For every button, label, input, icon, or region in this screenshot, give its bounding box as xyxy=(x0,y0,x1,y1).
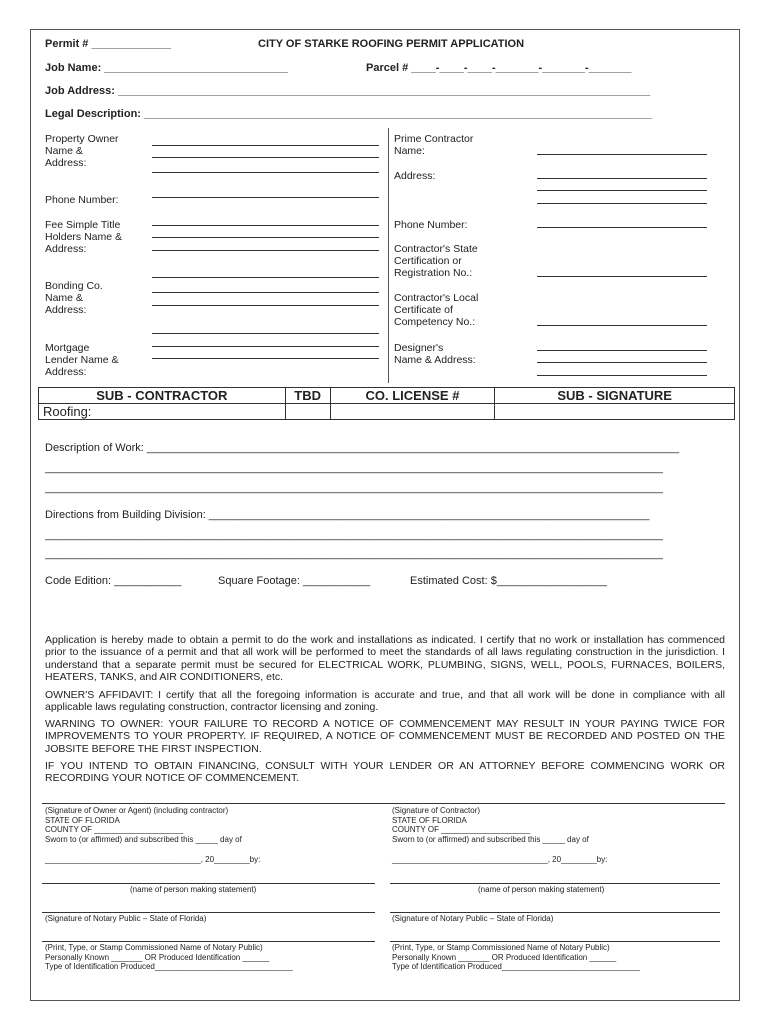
owner-address-line[interactable] xyxy=(152,157,379,158)
column-divider xyxy=(388,128,389,383)
owner-notary-line[interactable] xyxy=(42,912,375,913)
owner-print-line[interactable] xyxy=(42,941,375,942)
fee-simple-line[interactable] xyxy=(152,250,379,251)
license-cell[interactable] xyxy=(330,404,495,420)
fee-simple-line[interactable] xyxy=(152,237,379,238)
designer-label: Designer's Name & Address: xyxy=(394,342,476,366)
description-of-work-field[interactable]: Description of Work: _______________________________________________________________________________________ xyxy=(45,442,680,454)
job-address-field[interactable]: Job Address: _______________________________________________________________________________________ xyxy=(45,85,651,97)
owner-signature-block[interactable]: (Signature of Owner or Agent) (including contractor) STATE OF FLORIDA COUNTY OF ____________________ Sworn to (or affirmed) and subscribed this _____ day of xyxy=(45,806,242,844)
contractor-name-line[interactable] xyxy=(390,883,720,884)
contractor-name-label: (name of person making statement) xyxy=(478,885,605,894)
local-cert-line[interactable] xyxy=(537,325,707,326)
contractor-address-line[interactable] xyxy=(537,203,707,204)
directions-field[interactable]: Directions from Building Division: ________________________________________________________________________ xyxy=(45,509,650,521)
table-header: TBD xyxy=(285,388,330,404)
bonding-line[interactable] xyxy=(152,333,379,334)
prime-contractor-line[interactable] xyxy=(537,154,707,155)
code-edition-field[interactable]: Code Edition: ___________ xyxy=(45,575,182,587)
parcel-field[interactable]: Parcel # ____-____-____-_______-_______-_______ xyxy=(366,62,632,74)
owner-phone-label: Phone Number: xyxy=(45,194,119,206)
owner-phone-line[interactable] xyxy=(152,197,379,198)
signature-cell[interactable] xyxy=(495,404,735,420)
contractor-print-line[interactable] xyxy=(390,941,720,942)
local-cert-label: Contractor's Local Certificate of Competency No.: xyxy=(394,292,479,328)
contractor-notary-line[interactable] xyxy=(390,912,720,913)
description-line[interactable]: _____________________________________________________________________________________________________ xyxy=(45,462,663,474)
table-header: SUB - CONTRACTOR xyxy=(39,388,286,404)
contractor-address-line[interactable] xyxy=(537,190,707,191)
mortgage-label: Mortgage Lender Name & Address: xyxy=(45,342,119,378)
fee-simple-line[interactable] xyxy=(152,225,379,226)
directions-line[interactable]: _____________________________________________________________________________________________________ xyxy=(45,529,663,541)
estimated-cost-field[interactable]: Estimated Cost: $__________________ xyxy=(410,575,607,587)
mortgage-line[interactable] xyxy=(152,346,379,347)
designer-line[interactable] xyxy=(537,362,707,363)
contractor-phone-label: Phone Number: xyxy=(394,219,468,231)
application-statement: Application is hereby made to obtain a permit to do the work and installations as indicated. I certify that no work or installation has commenced prior to the issuance of a permit and that all work will be performed to meet the standards of all laws regulating construction in the jurisdiction. I understand that a separate permit must be secured for ELECTRICAL WORK, PLUMBING, SIGNS, WELL, POOLS, FURNACES, BOILERS, HEATERS, TANKS, and AIR CONDITIONERS, etc. xyxy=(45,634,725,684)
table-header: CO. LICENSE # xyxy=(330,388,495,404)
signature-divider xyxy=(42,803,725,804)
owner-name-line[interactable] xyxy=(42,883,375,884)
designer-line[interactable] xyxy=(537,375,707,376)
subcontractor-table xyxy=(38,387,735,420)
bonding-label: Bonding Co. Name & Address: xyxy=(45,280,103,316)
bonding-line[interactable] xyxy=(152,305,379,306)
description-line[interactable]: _____________________________________________________________________________________________________ xyxy=(45,482,663,494)
contractor-notary-label: (Signature of Notary Public – State of Florida) xyxy=(392,914,554,923)
prime-contractor-label: Prime Contractor Name: xyxy=(394,133,474,157)
financing-notice: IF YOU INTEND TO OBTAIN FINANCING, CONSULT WITH YOUR LENDER OR AN ATTORNEY BEFORE COMMENCING WORK OR RECORDING YOUR NOTICE OF COMMENCEMENT. xyxy=(45,760,725,785)
contractor-address-line[interactable] xyxy=(537,178,707,179)
contractor-notary-block[interactable]: (Print, Type, or Stamp Commissioned Name of Notary Public) Personally Known _______ OR Produced Identification ______ Type of Identification Produced_______________________________ xyxy=(392,943,640,972)
owner-affidavit: OWNER'S AFFIDAVIT: I certify that all the foregoing information is accurate and true, and that all work will be done in compliance with all applicable laws regulating construction, contractor licensing and zoning. xyxy=(45,689,725,714)
owner-label: Property Owner Name & Address: xyxy=(45,133,119,169)
owner-notary-block[interactable]: (Print, Type, or Stamp Commissioned Name of Notary Public) Personally Known _______ OR Produced Identification ______ Type of Identification Produced_______________________________ xyxy=(45,943,293,972)
fee-simple-label: Fee Simple Title Holders Name & Address: xyxy=(45,219,123,255)
state-cert-label: Contractor's State Certification or Registration No.: xyxy=(394,243,478,279)
mortgage-line[interactable] xyxy=(152,358,379,359)
state-cert-line[interactable] xyxy=(537,276,707,277)
owner-name-line[interactable] xyxy=(152,145,379,146)
table-header: SUB - SIGNATURE xyxy=(495,388,735,404)
page-title: CITY OF STARKE ROOFING PERMIT APPLICATION xyxy=(258,38,525,50)
contractor-phone-line[interactable] xyxy=(537,227,707,228)
directions-line[interactable]: _____________________________________________________________________________________________________ xyxy=(45,548,663,560)
tbd-cell[interactable] xyxy=(285,404,330,420)
legal-description-field[interactable]: Legal Description: ___________________________________________________________________________________ xyxy=(45,108,652,120)
warning-to-owner: WARNING TO OWNER: YOUR FAILURE TO RECORD A NOTICE OF COMMENCEMENT MAY RESULT IN YOUR PAYING TWICE FOR IMPROVEMENTS TO YOUR PROPERTY. IF REQUIRED, A NOTICE OF COMMENCEMENT MUST BE RECORDED AND POSTED ON THE JOBSITE BEFORE THE FIRST INSPECTION. xyxy=(45,718,725,755)
owner-notary-label: (Signature of Notary Public – State of Florida) xyxy=(45,914,207,923)
contractor-address-label: Address: xyxy=(394,170,436,182)
job-name-field[interactable]: Job Name: ______________________________ xyxy=(45,62,288,74)
fee-simple-line[interactable] xyxy=(152,277,379,278)
permit-number-field[interactable]: Permit # _____________ xyxy=(45,38,171,50)
designer-line[interactable] xyxy=(537,350,707,351)
owner-name-label: (name of person making statement) xyxy=(130,885,257,894)
contractor-signature-block[interactable]: (Signature of Contractor) STATE OF FLORIDA COUNTY OF ____________________ Sworn to (or affirmed) and subscribed this _____ day of xyxy=(392,806,589,844)
square-footage-field[interactable]: Square Footage: ___________ xyxy=(218,575,371,587)
owner-address-line[interactable] xyxy=(152,172,379,173)
bonding-line[interactable] xyxy=(152,292,379,293)
roofing-cell[interactable]: Roofing: xyxy=(39,404,286,420)
contractor-date-line[interactable]: ___________________________________, 20________by: xyxy=(392,855,608,864)
owner-date-line[interactable]: ___________________________________, 20________by: xyxy=(45,855,261,864)
